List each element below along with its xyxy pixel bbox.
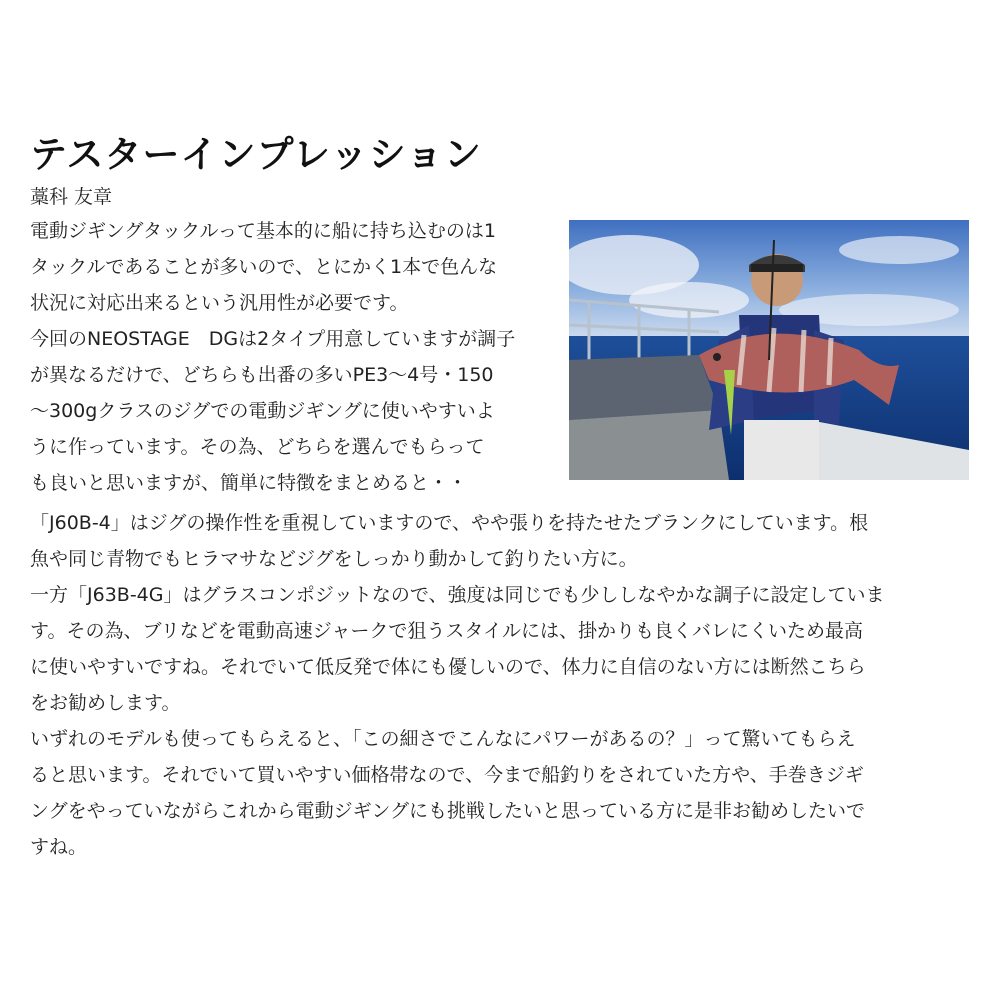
body-line: が異なるだけで、どちらも出番の多いPE3〜4号・150 [30,364,494,386]
body-line: をお勧めします。 [30,692,181,714]
body-line: 魚や同じ青物でもヒラマサなどジグをしっかり動かして釣りたい方に。 [30,548,638,570]
body-line: 状況に対応出来るという汎用性が必要です。 [30,292,409,314]
body-line: タックルであることが多いので、とにかく1本で色んな [30,256,498,278]
body-line: 一方「J63B-4G」はグラスコンポジットなので、強度は同じでも少ししなやかな調子に設定していま [30,584,885,606]
body-line: に使いやすいですね。それでいて低反発で体にも優しいので、体力に自信のない方には断然こちら [30,656,866,678]
body-line: 「J60B-4」はジグの操作性を重視していますので、やや張りを持たせたブランクにしています。根 [30,512,869,534]
body-line: 電動ジギングタックルって基本的に船に持ち込むのは1 [30,220,496,242]
body-line: すね。 [30,836,88,858]
body-line: 〜300gクラスのジグでの電動ジギングに使いやすいよ [30,400,495,422]
page-title: テスターインプレッション [30,133,482,176]
author-name: 藁科 友章 [30,186,113,208]
body-line: いずれのモデルも使ってもらえると、「この細さでこんなにパワーがあるの？」って驚いてもらえ [30,728,856,750]
body-line: 今回のNEOSTAGE DGは2タイプ用意していますが調子 [30,328,516,350]
body-line: ると思います。それでいて買いやすい価格帯なので、今まで船釣りをされていた方や、手巻きジギ [30,764,864,786]
body-line: す。その為、ブリなどを電動高速ジャークで狙うスタイルには、掛かりも良くバレにくいため最高 [30,620,863,642]
body-line: も良いと思いますが、簡単に特徴をまとめると・・ [30,472,468,494]
body-line: ングをやっていながらこれから電動ジギングにも挑戦したいと思っている方に是非お勧めしたいで [30,800,866,822]
angler-photo [569,220,969,480]
body-line: うに作っています。その為、どちらを選んでもらって [30,436,485,458]
